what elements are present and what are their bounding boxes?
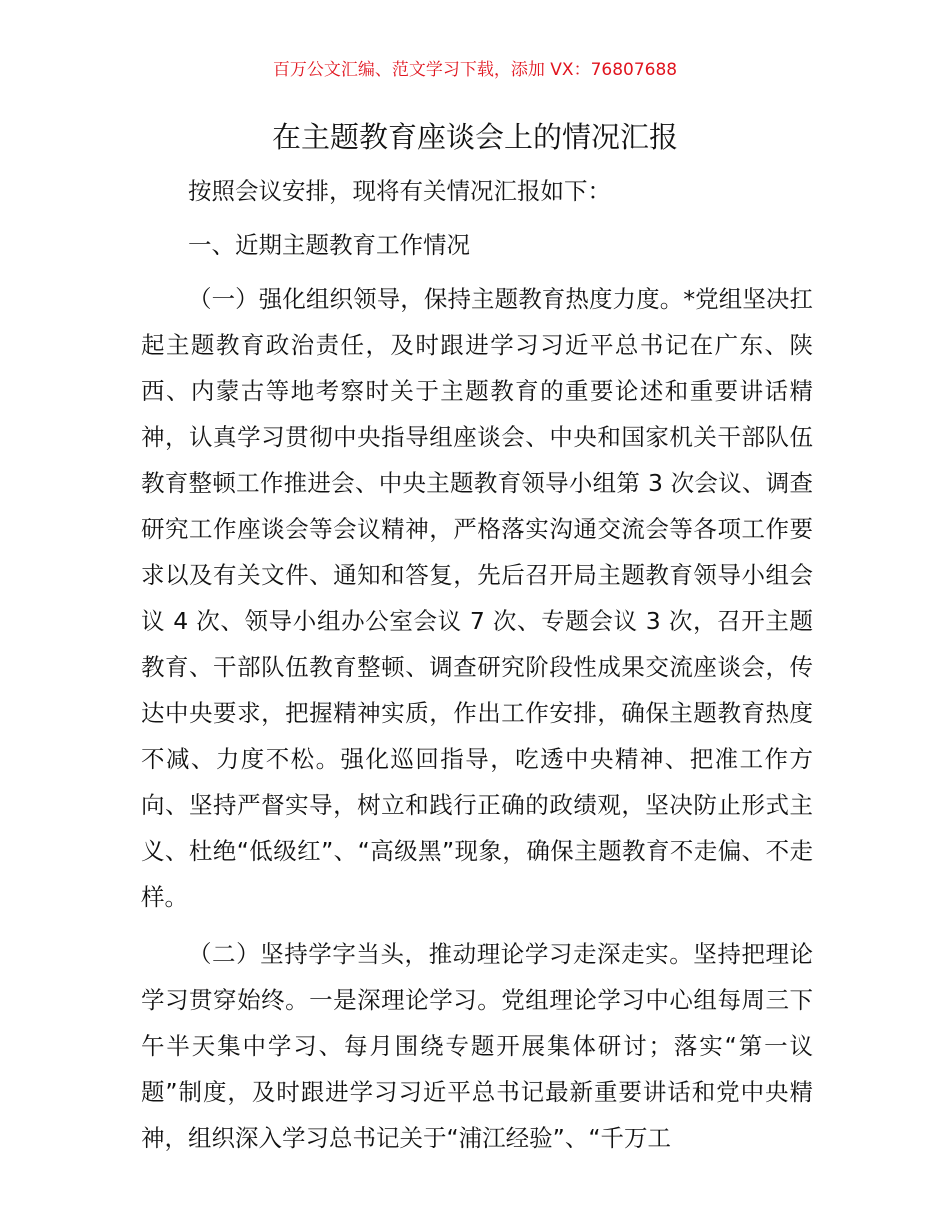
document-title: 在主题教育座谈会上的情况汇报 xyxy=(271,120,678,154)
paragraph-2: （二）坚持学字当头，推动理论学习走深走实。坚持把理论学习贯穿始终。一是深理论学习。党组理论学习中心组每周三下午半天集中学习、每月围绕专题开展集体研讨；落实“第一议题”制度，及时跟进学习习近平总书记最新重要讲话和党中央精神，组织深入学习总书记关于“浦江经验”、“千万工 xyxy=(141,940,813,1152)
header-banner: 百万公文汇编、范文学习下载，添加 VX：76807688 xyxy=(272,60,678,80)
paragraph-1: （一）强化组织领导，保持主题教育热度力度。*党组坚决扛起主题教育政治责任，及时跟进学习习近平总书记在广东、陕西、内蒙古等地考察时关于主题教育的重要论述和重要讲话精神，认真学习贯彻中央指导组座谈会、中央和国家机关干部队伍教育整顿工作推进会、中央主题教育领导小组第 3 次会议、调查研究工作座谈会等会议精神，严格落实沟通交流会等各项工作要求以及有关文件、通知和答复，先后召开局主题教育领导小组会议 4 次、领导小组办公室会议 7 次、专题会议 3 次，召开主题教育、干部队伍教育整顿、调查研究阶段性成果交流座谈会，传达中央要求，把握精神实质，作出工作安排，确保主题教育热度不减、力度不松。强化巡回指导，吃透中央精神、把准工作方向、坚持严督实导，树立和践行正确的政绩观，坚决防止形式主义、杜绝“低级红”、“高级黑”现象，确保主题教育不走偏、不走样。 xyxy=(141,285,813,911)
intro-paragraph: 按照会议安排，现将有关情况汇报如下： xyxy=(188,177,611,205)
document-body xyxy=(141,168,813,1161)
section-heading: 一、近期主题教育工作情况 xyxy=(188,231,470,259)
